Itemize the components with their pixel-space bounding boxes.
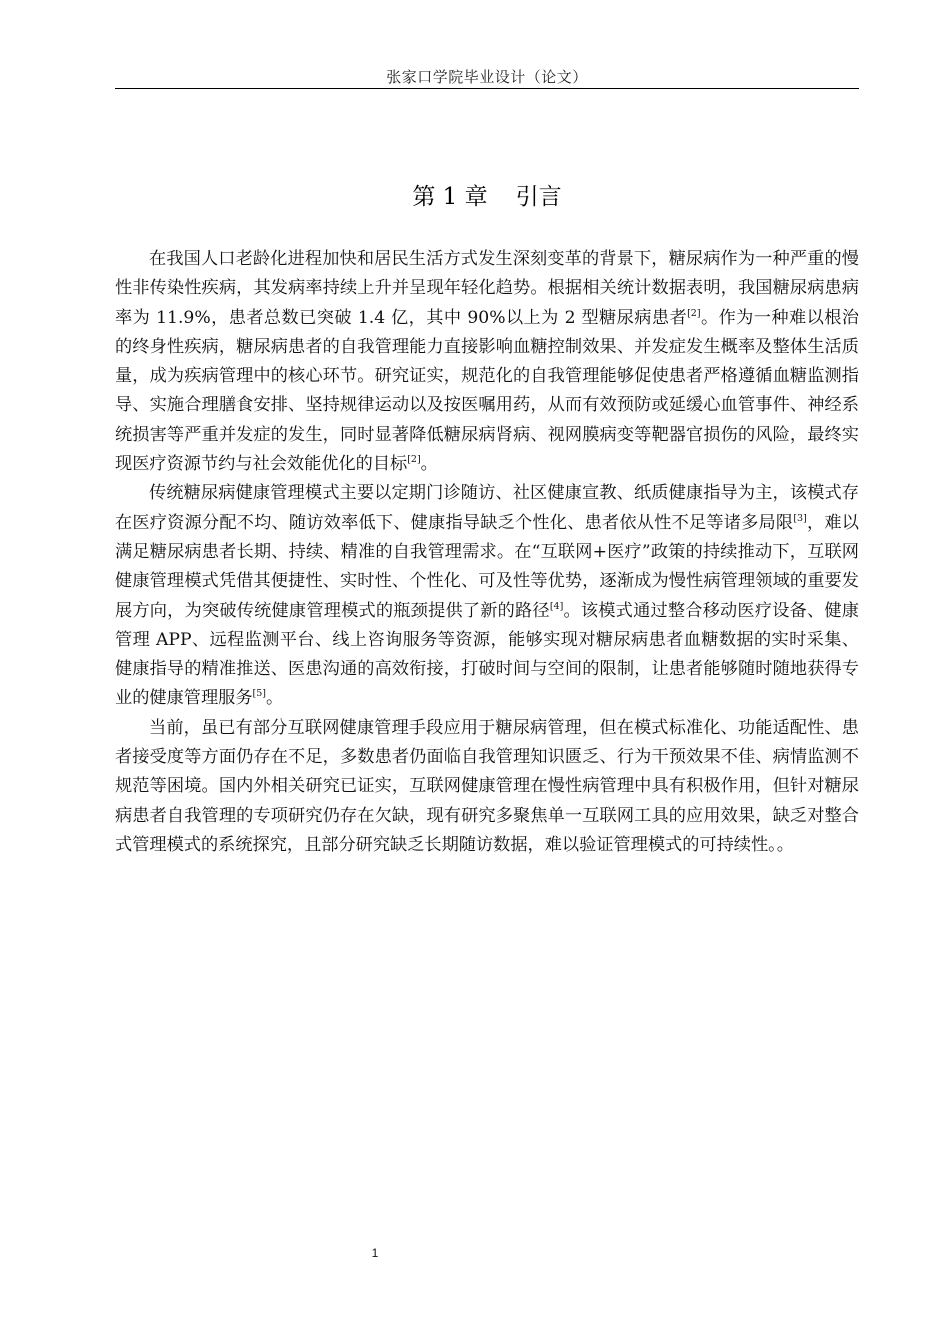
citation-ref: [5] — [252, 688, 266, 700]
paragraph-1 — [115, 245, 859, 479]
chapter-heading — [115, 178, 859, 211]
paragraph-2-text-2: ，难以满足糖尿病患者长期、持续、精准的自我管理需求。在“互联网+医疗”政策的持续推动下，互联网健康管理模式凭借其便捷性、实时性、个性化、可及性等优势，逐渐成为慢性病管理领域的重要发展方向，为突破传统健康管理模式的瓶颈提供了新的路径 — [115, 512, 859, 621]
paragraph-2-text-1: 传统糖尿病健康管理模式主要以定期门诊随访、社区健康宣教、纸质健康指导为主，该模式存在医疗资源分配不均、随访效率低下、健康指导缺乏个性化、患者依从性不足等诸多局限 — [115, 483, 859, 533]
paragraph-2-text-4: 。 — [265, 688, 284, 709]
chapter-body — [115, 245, 859, 860]
paragraph-1-text-2: 。作为一种难以根治的终身性疾病，糖尿病患者的自我管理能力直接影响血糖控制效果、并发症发生概率及整体生活质量，成为疾病管理中的核心环节。研究证实，规范化的自我管理能够促使患者严格遵循血糖监测指导、实施合理膳食安排、坚持规律运动以及按医嘱用药，从而有效预防或延缓心血管事件、神经系统损害等严重并发症的发生，同时显著降低糖尿病肾病、视网膜病变等靶器官损伤的风险，最终实现医疗资源节约与社会效能优化的目标 — [115, 307, 859, 475]
chapter-title: 引言 — [515, 184, 562, 210]
paragraph-3 — [115, 714, 859, 860]
citation-ref: [2] — [407, 454, 421, 466]
paragraph-3-text-1: 当前，虽已有部分互联网健康管理手段应用于糖尿病管理，但在模式标准化、功能适配性、患者接受度等方面仍存在不足，多数患者仍面临自我管理知识匮乏、行为干预效果不佳、病情监测不规范等困境。国内外相关研究已证实，互联网健康管理在慢性病管理中具有积极作用，但针对糖尿病患者自我管理的专项研究仍存在欠缺，现有研究多聚焦单一互联网工具的应用效果，缺乏对整合式管理模式的系统探究，且部分研究缺乏长期随访数据，难以验证管理模式的可持续性。。 — [115, 717, 859, 855]
paragraph-2 — [115, 479, 859, 713]
paragraph-2-text-3: 。该模式通过整合移动医疗设备、健康管理 APP、远程监测平台、线上咨询服务等资源，能够实现对糖尿病患者血糖数据的实时采集、健康指导的精准推送、医患沟通的高效衔接，打破时间与空间的限制，让患者能够随时随地获得专业的健康管理服务 — [115, 600, 859, 709]
paragraph-1-text-3: 。 — [420, 454, 438, 475]
paragraph-1-text-1: 在我国人口老龄化进程加快和居民生活方式发生深刻变革的背景下，糖尿病作为一种严重的慢性非传染性疾病，其发病率持续上升并呈现年轻化趋势。根据相关统计数据表明，我国糖尿病患病率为 11.9%，患者总数已突破 1.4 亿，其中 90%以上为 2 型糖尿病患者 — [115, 249, 859, 328]
citation-ref: [4] — [549, 600, 564, 612]
page-number: 1 — [371, 1246, 379, 1260]
header-rule — [115, 88, 859, 89]
citation-ref: [2] — [687, 307, 701, 319]
citation-ref: [3] — [793, 512, 807, 524]
chapter-number: 第 1 章 — [412, 184, 488, 210]
running-header: 张家口学院毕业设计（论文） — [386, 68, 588, 86]
